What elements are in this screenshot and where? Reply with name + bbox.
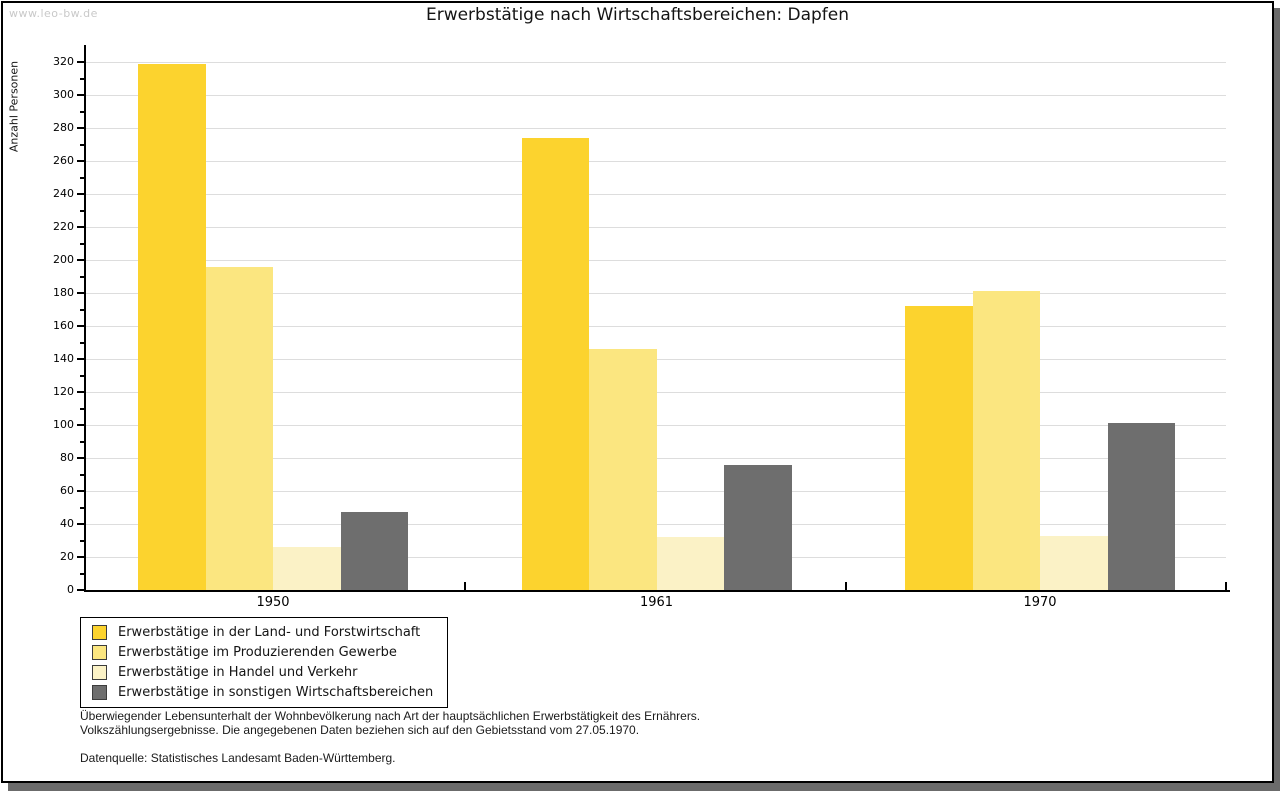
y-major-tick [77,193,84,195]
y-gridline [85,62,1226,63]
y-major-tick [77,490,84,492]
y-tick-label: 60 [60,484,74,497]
x-tick-label: 1950 [256,595,290,610]
y-major-tick [77,292,84,294]
y-tick-label: 20 [60,550,74,563]
legend-label: Erwerbstätige in Handel und Verkehr [118,664,358,680]
legend-swatch-series-4 [92,685,107,700]
y-tick-label: 100 [53,418,74,431]
y-major-tick [77,325,84,327]
y-gridline [85,161,1226,162]
chart-canvas [1,1,1274,783]
y-tick-label: 180 [53,286,74,299]
legend-swatch-series-3 [92,665,107,680]
legend-item [81,622,447,642]
y-tick-label: 260 [53,154,74,167]
footnote-line-2: Volkszählungsergebnisse. Die angegebenen Daten beziehen sich auf den Gebietsstand vom 27.05.1970. [80,722,640,737]
bar-1961-series-1 [522,138,590,590]
bar-1950-series-3 [273,547,341,590]
bar-1970-series-3 [1040,536,1108,590]
legend-item [81,682,447,702]
y-major-tick [77,589,84,591]
y-major-tick [77,160,84,162]
y-tick-label: 120 [53,385,74,398]
legend-box [80,617,448,708]
y-gridline [85,128,1226,129]
x-axis-line [84,590,1230,592]
y-tick-label: 240 [53,187,74,200]
y-axis-title: Anzahl Personen [7,60,21,153]
y-major-tick [77,94,84,96]
legend-label: Erwerbstätige in sonstigen Wirtschaftsbereichen [118,684,434,700]
y-tick-label: 220 [53,220,74,233]
y-tick-label: 80 [60,451,74,464]
legend-swatch-series-2 [92,645,107,660]
y-tick-label: 160 [53,319,74,332]
x-boundary-tick [464,582,466,590]
y-major-tick [77,556,84,558]
y-tick-label: 300 [53,88,74,101]
legend-item [81,642,447,662]
bar-1961-series-2 [589,349,657,590]
chart-title: Erwerbstätige nach Wirtschaftsbereichen: Dapfen [425,5,850,25]
y-tick-label: 140 [53,352,74,365]
bar-1961-series-4 [724,465,792,590]
y-major-tick [77,358,84,360]
legend-item [81,662,447,682]
bar-1970-series-1 [905,306,973,590]
x-boundary-tick [845,582,847,590]
footnote-line-1: Überwiegender Lebensunterhalt der Wohnbevölkerung nach Art der hauptsächlichen Erwerbstätigkeit des Ernährers. [80,709,701,723]
y-gridline [85,260,1226,261]
y-tick-label: 0 [67,583,74,596]
y-major-tick [77,61,84,63]
y-major-tick [77,391,84,393]
bar-1970-series-4 [1108,423,1176,590]
y-major-tick [77,127,84,129]
x-tick-label: 1961 [639,595,674,610]
bar-1950-series-2 [206,267,274,590]
y-gridline [85,194,1226,195]
data-source: Datenquelle: Statistisches Landesamt Baden-Württemberg. [80,751,396,765]
y-gridline [85,227,1226,228]
watermark-url: www.leo-bw.de [9,7,98,20]
y-major-tick [77,226,84,228]
y-tick-label: 200 [53,253,74,266]
bar-1970-series-2 [973,291,1041,590]
legend-label: Erwerbstätige im Produzierenden Gewerbe [118,644,397,660]
y-major-tick [77,457,84,459]
legend-label: Erwerbstätige in der Land- und Forstwirtschaft [118,624,421,640]
y-major-tick [77,259,84,261]
y-gridline [85,95,1226,96]
legend-swatch-series-1 [92,625,107,640]
y-axis-line [84,45,86,592]
bar-1950-series-1 [138,64,206,590]
y-tick-label: 40 [60,517,74,530]
bar-1961-series-3 [657,537,725,590]
x-tick-label: 1970 [1023,595,1057,610]
y-tick-label: 320 [53,55,74,68]
x-boundary-tick [1225,582,1227,590]
y-major-tick [77,523,84,525]
y-major-tick [77,424,84,426]
y-tick-label: 280 [53,121,74,134]
bar-1950-series-4 [341,512,409,590]
footnotes [80,710,700,737]
